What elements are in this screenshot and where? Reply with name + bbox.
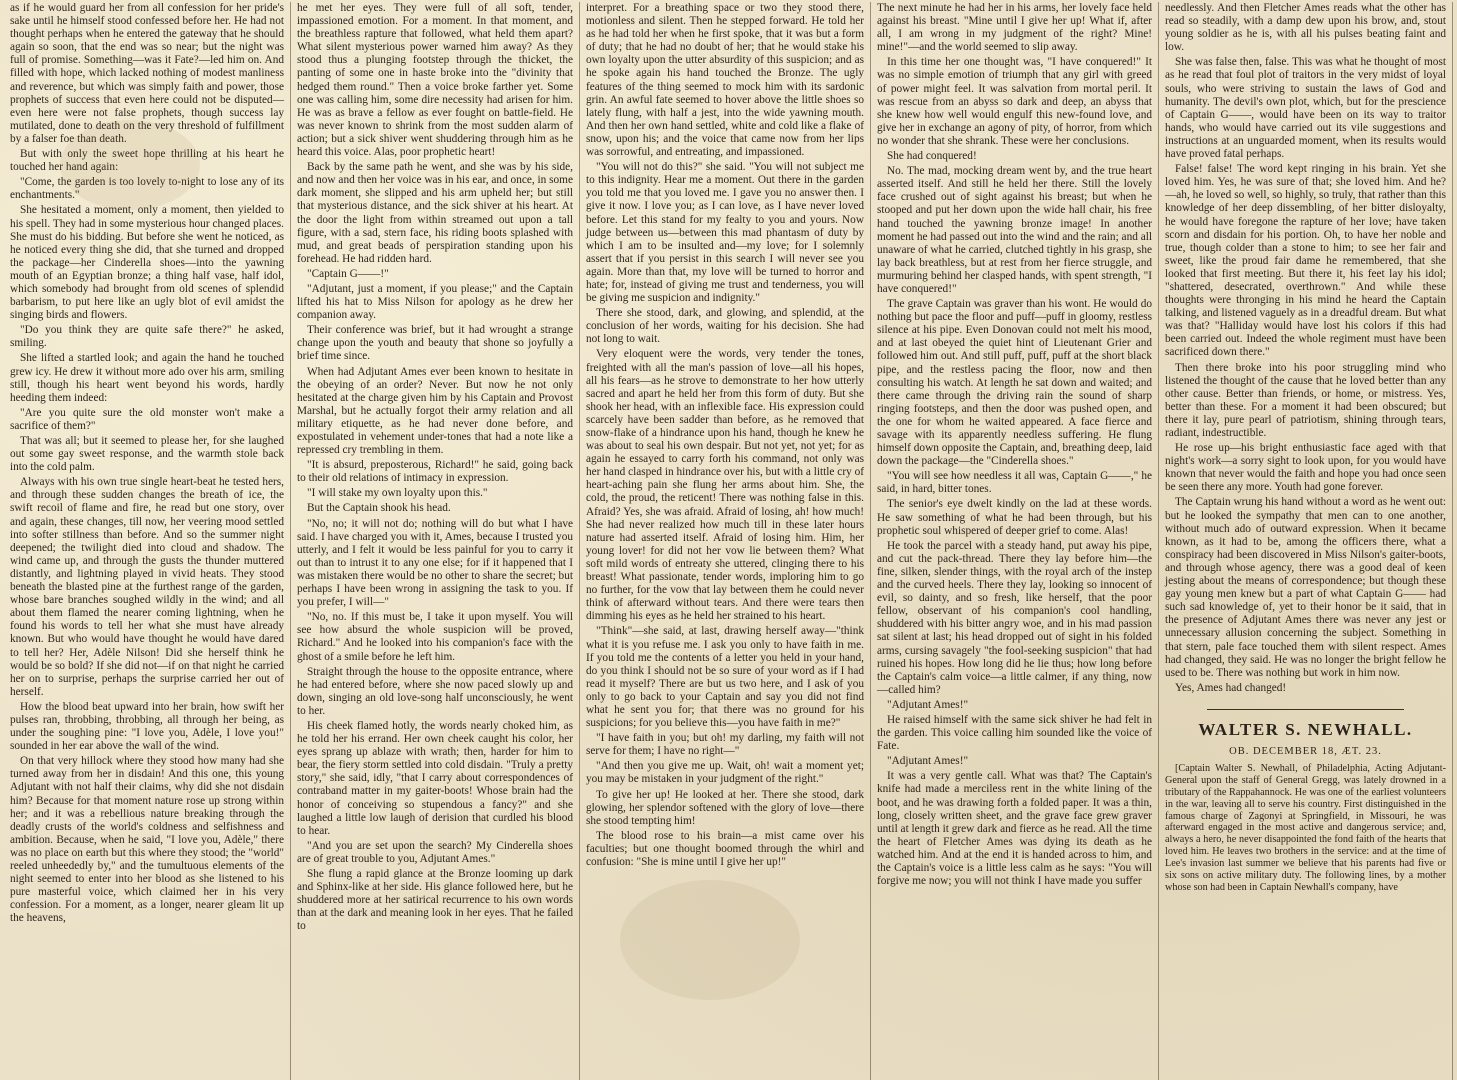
paragraph: needlessly. And then Fletcher Ames reads what the other has read so steadily, with a damp dew upon his brow, and, stout young soldier as he is, with all his pulses beating faint and low. [1165, 2, 1446, 54]
paragraph: The Captain wrung his hand without a word as he went out: but he looked the sympathy that men can to one another, without much ado of outward expression. When it became known, as it had to be, among the officers there, what a conspiracy had been discovered in Miss Nilson's gaiter-boots, and through whose agency, there was a good deal of keen jesting about the means of correspondence; but though these gay young men knew but a part of what Captain G—— had such sad knowledge of, yet to their honor be it said, that in the presence of Adjutant Ames there was never any jest or unnecessary allusion concerning the subject. Something in that stern, pale face touched them with silent respect. Ames had changed, they said. He was no longer the bright fellow he used to be. There was nothing but work in him now. [1165, 496, 1446, 679]
paragraph: "Are you quite sure the old monster won't make a sacrifice of them?" [10, 406, 284, 432]
paragraph: "Do you think they are quite safe there?" he asked, smiling. [10, 324, 284, 350]
section-divider [1207, 709, 1404, 710]
paragraph: There she stood, dark, and glowing, and splendid, at the conclusion of her words, waiting for his decision. She had not long to wait. [586, 307, 864, 346]
obituary-date: OB. DECEMBER 18, ÆT. 23. [1229, 745, 1382, 757]
paragraph: he met her eyes. They were full of all soft, tender, impassioned emotion. For a moment. In that moment, and the breathless rapture that followed, what held them apart? What silent mysterious power warned him away? As they stood thus a plunging footstep through the thicket, the panting of some one in haste broke into the "divinity that hedged them round." Then a voice broke farther yet. Some one was calling him, some dire necessity had arisen for him. He was as brave a fellow as ever fought on battle-field. He was never known to shrink from the most sudden alarm of action; but a sick shiver went shuddering through him as he heard this voice. Alas, poor prophetic heart! [297, 2, 573, 159]
paragraph: Their conference was brief, but it had wrought a strange change upon the youth and beauty that shone so joyfully a brief time since. [297, 324, 573, 363]
text-column-3 [580, 2, 871, 1080]
obituary-heading: WALTER S. NEWHALL. [1198, 719, 1413, 739]
paragraph: The grave Captain was graver than his wont. He would do nothing but pace the floor and puff—puff in gloomy, restless silence at his pipe. Even Donovan could not melt his mood, and at last obeyed the quiet hint of Lieutenant Grier and followed him out. And still puff, puff, puff at the short black pipe, and the restless pacing the floor, now and then consulting his watch. At length he sat down and waited; and there came through the driving rain the sound of sharp ringing footsteps, and then the door was pushed open, and the one for whom he waited appeared. A face fierce and savage with its apparently needless suffering. He flung himself down opposite the Captain, and, breathing deep, laid down the package—the "Cinderella shoes." [877, 298, 1152, 468]
paragraph: "Adjutant, just a moment, if you please;" and the Captain lifted his hat to Miss Nilson for apology as he drew her companion away. [297, 282, 573, 322]
paragraph: She was false then, false. This was what he thought of most as he read that foul plot of traitors in the very midst of loyal souls, who were striving to sustain the laws of God and humanity. The devil's own plot, which, but for the prescience of Captain G——, would have been on its way to traitor hands, who would have carried out its vile suggestions and instructions at an unguarded moment, when its results would have proved fatal perhaps. [1165, 56, 1446, 161]
paragraph: as if he would guard her from all confession for her pride's sake until he himself stood confessed before her. He had not thought perhaps when he entered the gateway that he should again so soon, that the end was so near; but the night was full of promise. Something—was it Fate?—led him on. And filled with hope, which lacked nothing of modest manliness and reverence, but which was simply faith and power, those prophets of success that even here could not be disputed—even here were not false prophets, though success lay mutilated, done to death on the very threshold of fulfillment by a falser foe than death. [10, 2, 284, 145]
paragraph: No. The mad, mocking dream went by, and the true heart asserted itself. And still he held her there. Still the lovely face crushed out of sight against his breast; but when he stooped and put her down upon the wide hall chair, his free hand touched the yawning bronze image! In another moment he had passed out into the wind and the rain; and all unaware of what he carried, clutched tightly in his grasp, she lay back breathless, but at rest from her fierce struggle, and murmuring behind her clasped hands, with spent strength, "I have conquered!" [877, 165, 1152, 295]
paragraph: He took the parcel with a steady hand, put away his pipe, and cut the pack-thread. There they lay before him—the fine, silken, slender things, with the royal arch of the instep and the curved heels. There they lay, looking so innocent of evil, so dainty, and so fresh, like herself, that the poor fellow, observant of his companion's cool handling, shuddered with his bitter angry woe, and in his mad passion sat silent at last; his head dropped out of sight in his folded arms, cursing savagely "the fool-seeking suspicion" that had ruined his hopes. How long did he lie thus; how long before the Captain's calm voice—a little calmer, if any thing, now—called him? [877, 539, 1152, 696]
paragraph: Always with his own true single heart-beat he tested hers, and through these sudden changes the breath of ice, the swift recoil of flame and fire, he read but one story, over and again, these changes, till now, her veering mood settled into softer stillness than before. And so the summer night deepened; the twilight died into cloud and shadow. The wind came up, and through the gusts the thunder muttered distantly, and lightning played in vivid heats. They stood beneath the blasted pine at the furthest range of the garden, whose bare branches soughed wildly in the wind; and all about them flamed the nearer coming lightning, when he found his words to tell her what she must have already known. But who would have thought he would have dared to tell her? Her, Adèle Nilson! Did she herself think he would be so bold? If she did not—if on that night he carried her on to surprise, perhaps the surprise carried her out of herself. [10, 476, 284, 698]
paragraph: To give her up! He looked at her. There she stood, dark glowing, her splendor softened with the glory of love—there she stood tempting him! [586, 788, 864, 827]
paragraph: How the blood beat upward into her brain, how swift her pulses ran, throbbing, throbbing, all through her being, as under the soughing pine: "I love you, Adèle, I love you!" sounded in her ear above the wall of the wind. [10, 700, 284, 753]
paragraph: He rose up—his bright enthusiastic face aged with that night's work—a sorry sight to look upon, for you would have known that never would the faith and hope you had once seen be seen there any more. Youth had gone forever. [1165, 442, 1446, 494]
paragraph: "Adjutant Ames!" [887, 755, 969, 768]
paragraph: "And you are set upon the search? My Cinderella shoes are of great trouble to you, Adjutant Ames." [297, 839, 573, 865]
paragraph: The next minute he had her in his arms, her lovely face held against his breast. "Mine until I give her up! What if, after all, I am wrong in my judgment of the right? Mine! mine!"—and the world seemed to slip away. [877, 2, 1152, 54]
paragraph: She had conquered! [887, 150, 977, 163]
paragraph: He raised himself with the same sick shiver he had felt in the garden. This voice calling him sounded like the voice of Fate. [877, 713, 1152, 753]
paragraph: "Think"—she said, at last, drawing herself away—"think what it is you refuse me. I ask you only to have faith in me. If you told me the contents of a letter you held in your hand, do you think I should not be so sure of your word as if I had read it myself? There are but us two here, and I ask of you only to go back to your Captain and say you did not find what he sent you for; that there was no ground for his suspicions; for you believe this—you have faith in me?" [586, 625, 864, 730]
obituary-text: [Captain Walter S. Newhall, of Philadelphia, Acting Adjutant-General upon the staff of General Gregg, was lately drowned in a tributary of the Rappahannock. He was one of the earliest volunteers in the war, leaving all to serve his country. First distinguished in the famous charge of Zagonyi at Springfield, in Missouri, he was afterward engaged in the most active and dangerous service; and, always a hero, he never disappointed the fond faith of the hearts that loved him. He leaves two brothers in the service: and at the time of Lee's invasion last summer we believe that his parents had five or six sons on active military duty. The following lines, by a mother whose son had been in Captain Newhall's company, have [1165, 762, 1446, 893]
paragraph: "I will stake my own loyalty upon this." [307, 487, 488, 500]
paragraph: Straight through the house to the opposite entrance, where he had entered before, where she now paced slowly up and down, singing an old love-song half unconsciously, he went to her. [297, 665, 573, 717]
paragraph: "I have faith in you; but oh! my darling, my faith will not serve for them; I have no right—" [586, 732, 864, 758]
text-column-2 [291, 2, 580, 1080]
paragraph: The senior's eye dwelt kindly on the lad at these words. He saw something of what he had been through, but his prophetic soul whispered of deeper grief to come. Alas! [877, 498, 1152, 537]
paragraph: She hesitated a moment, only a moment, then yielded to his spell. They had in some mysterious hour changed places. She must do his bidding. But before she went he noticed, as he noticed every thing she did, that she turned and dropped the package—her Cinderella shoes—into the yawning mouth of an Egyptian bronze; a thing half vase, half idol, which somebody had brought from old scenes of splendid barbarism, to put here like an ugly blot of evil amidst the singing birds and flowers. [10, 204, 284, 322]
paragraph: Then there broke into his poor struggling mind who listened the thought of the cause that he loved better than any other cause. Better than friends, or home, or mistress. Yes, better than these. For a moment it had been obscured; but there it lay, pure pearl of patriotism, shining through tears, radiant, indestructible. [1165, 361, 1446, 439]
paragraph: But the Captain shook his head. [307, 502, 451, 515]
paragraph: His cheek flamed hotly, the words nearly choked him, as he told her his errand. Her own cheek caught his color, her eyes sprang up ablaze with wrath; then, harder for him to bear, the fiery storm settled into cold disdain. "Truly a pretty story," she said, idly, "that I carry about correspondences of contraband matter in my gaiter-boots! Whose brain had the honor of conceiving so stupendous a fancy?" and she laughed a little low laugh of derision that curdled his blood to hear. [297, 719, 573, 837]
text-column-4 [871, 2, 1159, 1080]
text-column-1 [4, 2, 291, 1080]
paragraph: It was a very gentle call. What was that? The Captain's knife had made a merciless rent in the white lining of the boot, and he was drawing forth a folded paper. It was a thin, long, closely written sheet, and the grave face grew graver until at length it grew dark and fierce as he read. All the time the heart of Fletcher Ames was dying its death as he watched him. And at the end it is handed across to him, and the Captain's voice is a little less calm as he says: "You will forgive me now; you will not think I have made you suffer [877, 770, 1152, 888]
paragraph: In this time her one thought was, "I have conquered!" It was no simple emotion of triumph that any girl with greed of power might feel. It was salvation from mortal peril. It was rescue from an abyss so dark and deep, an abyss that she knew how well would engulf this new-found love, and give her in exchange an agony of pity, of horror, from which no wonder that she shrank. These were her conclusions. [877, 56, 1152, 147]
paragraph: "You will not do this?" she said. "You will not subject me to this indignity. Hear me a moment. Out there in the garden you told me that you loved me. I gave you no answer then. I give it now. I love you; as I can love, as I have never loved before. Let this stand for my fealty to you and yours. Now judge between us—between this mad phantasm of duty by which I am to be insulted and—my love; for I solemnly assert that if you persist in this search I will never see you again. More than that, my love will be turned to horror and hate; for, instead of giving me trust and tenderness, you will be giving me suspicion and indignity." [586, 161, 864, 305]
paragraph: False! false! The word kept ringing in his brain. Yet she loved him. Yes, he was sure of that; she loved him. And he?—ah, he loved so well, so highly, so truly, that rather than this knowledge of her deep dissembling, of her bitter disloyalty, he would have foregone the rapture of her love; have taken scorn and disdain for his portion. Oh, to have her noble and true, though colder than a stone to him; to see her fair and sweet, like the proud fair dame he remembered, that she looked that first meeting. But there it, his feet lay his idol; "shattered, desecrated, overthrown." And while these thoughts were thronging in his mind he heard the Captain talking, and listened vaguely as in a dreadful dream. But what was that? "Halliday would have lost his colors if this had been carried out. Indeed the whole regiment must have been sacrificed down there." [1165, 163, 1446, 359]
paragraph: "You will see how needless it all was, Captain G——," he said, in hard, bitter tones. [877, 470, 1152, 496]
paragraph: That was all; but it seemed to please her, for she laughed out some gay sweet response, and the warmth stole back into the cold palm. [10, 435, 284, 474]
paragraph: When had Adjutant Ames ever been known to hesitate in the obeying of an order? Never. But now he not only hesitated at the charge given him by his Captain and Provost Marshal, but he actually forgot their army relation and all military etiquette, as he had never done before, and expostulated in vehement under-tones that had a note like a repressed cry trembling in them. [297, 365, 573, 457]
paragraph: Back by the same path he went, and she was by his side, and now and then her voice was in his ear, and once, in some dark moment, she slipped and his arm upheld her; but still that mysterious distance, and the sick shiver at his heart. At the door the light from within streamed out upon a tall figure, with a sad, stern face, his riding boots splashed with mud, and great beads of perspiration standing upon his forehead. He had ridden hard. [297, 161, 573, 265]
paragraph: interpret. For a breathing space or two they stood there, motionless and silent. Then he stepped forward. He told her as he had told her when he first spoke, that it was but a form of duty; that he had no doubt of her; that he would stake his own loyalty upon the utter absurdity of this suspicion; and as he spoke again his hand touched the Bronze. The ugly features of the thing seemed to mock him with its sardonic grin. An awful fate seemed to hover above the little shoes so lately flung, with half a jest, into the wide yawning mouth. And then her own hand settled, white and cold like a flake of snow, upon his; and the voice that came now from her lips was sorrowful, and entreating, and impassioned. [586, 2, 864, 159]
paragraph: "No, no; it will not do; nothing will do but what I have said. I have charged you with it, Ames, because I trusted you utterly, and I felt it would be less painful for you to carry it out than to intrust it to any one else; for if it happened that I was mistaken there would be no other to share the secret; but perhaps I have been wrong in assigning the task to you. If you prefer, I will—" [297, 517, 573, 609]
paragraph: "Captain G——!" [307, 267, 389, 280]
paragraph: But with only the sweet hope thrilling at his heart he touched her hand again: [10, 148, 284, 174]
text-column-5 [1159, 2, 1453, 1080]
paragraph: Yes, Ames had changed! [1175, 681, 1287, 694]
paragraph: "Come, the garden is too lovely to-night to lose any of its enchantments." [10, 176, 284, 202]
paragraph: "Adjutant Ames!" [887, 698, 969, 711]
paragraph: "And then you give me up. Wait, oh! wait a moment yet; you may be mistaken in your judgment of the right." [586, 760, 864, 786]
paragraph: Very eloquent were the words, very tender the tones, freighted with all the man's passion of love—all his hopes, all his fears—as he strove to demonstrate to her how utterly sacred and apart he held her from this form of duty. But she shook her head, with an inflexible face. His expression could scarcely have been sadder than before, as he removed that snow-flake of a hindrance upon his hand, though he knew he was about to seal his own despair. But not yet, not yet; for as again he essayed to carry forth his command, not only was her hand clasped in hindrance over his, but with a little cry of heart-aching pain she flung her arms about him. She, the cold, the proud, the reticent! There was nothing false in this. Afraid? Yes, she was afraid. Afraid of losing, ah! how much! She had never realized how much till in these later hours nature had asserted itself. Afraid of losing him. Him, her young lover! for did not her vow lie between them? What soft mild words of entreaty she uttered, clinging there to his breast! What passionate, tender words, imploring him to go no further, for the vow that lay between them he could never think of afterward without tears. And there were tears then dimming his eyes as he held her strained to his heart. [586, 348, 864, 623]
paragraph: "No, no. If this must be, I take it upon myself. You will see how absurd the whole suspicion will be proved, Richard." And he looked into his companion's face with the ghost of a smile before he left him. [297, 611, 573, 663]
paragraph: On that very hillock where they stood how many had she turned away from her in disdain! And this one, this young Adjutant with not half their claims, why did she not disdain him? Because for that moment nature rose up strong within her; and it was a rebellious nature breaking through the deadly crusts of the world's coldness and selfishness and ambition. Because, when he said, "I love you, Adèle," there was no place on earth but this where they stood; the "world" reeled unheededly by," and the tumultuous elements of the night seemed to enter into her blood as she listened to his pure masterful voice, which claimed her in his very confession. For a moment, as a longer, nearer gleam lit up the heavens, [10, 755, 284, 925]
paragraph: The blood rose to his brain—a mist came over his faculties; but one thought boomed through the whirl and confusion: "She is mine until I give her up!" [586, 829, 864, 868]
paragraph: She lifted a startled look; and again the hand he touched grew icy. He drew it without more ado over his arm, smiling still, though his heart went beyond his words, hardly heeding them indeed: [10, 352, 284, 404]
paragraph: "It is absurd, preposterous, Richard!" he said, going back to their old relations of intimacy in expression. [297, 459, 573, 485]
paragraph: She flung a rapid glance at the Bronze looming up dark and Sphinx-like at her side. His glance followed here, but he shuddered more at her satirical recurrence to his own words than at the dark and meaning look in her eyes. That he failed to [297, 868, 573, 933]
